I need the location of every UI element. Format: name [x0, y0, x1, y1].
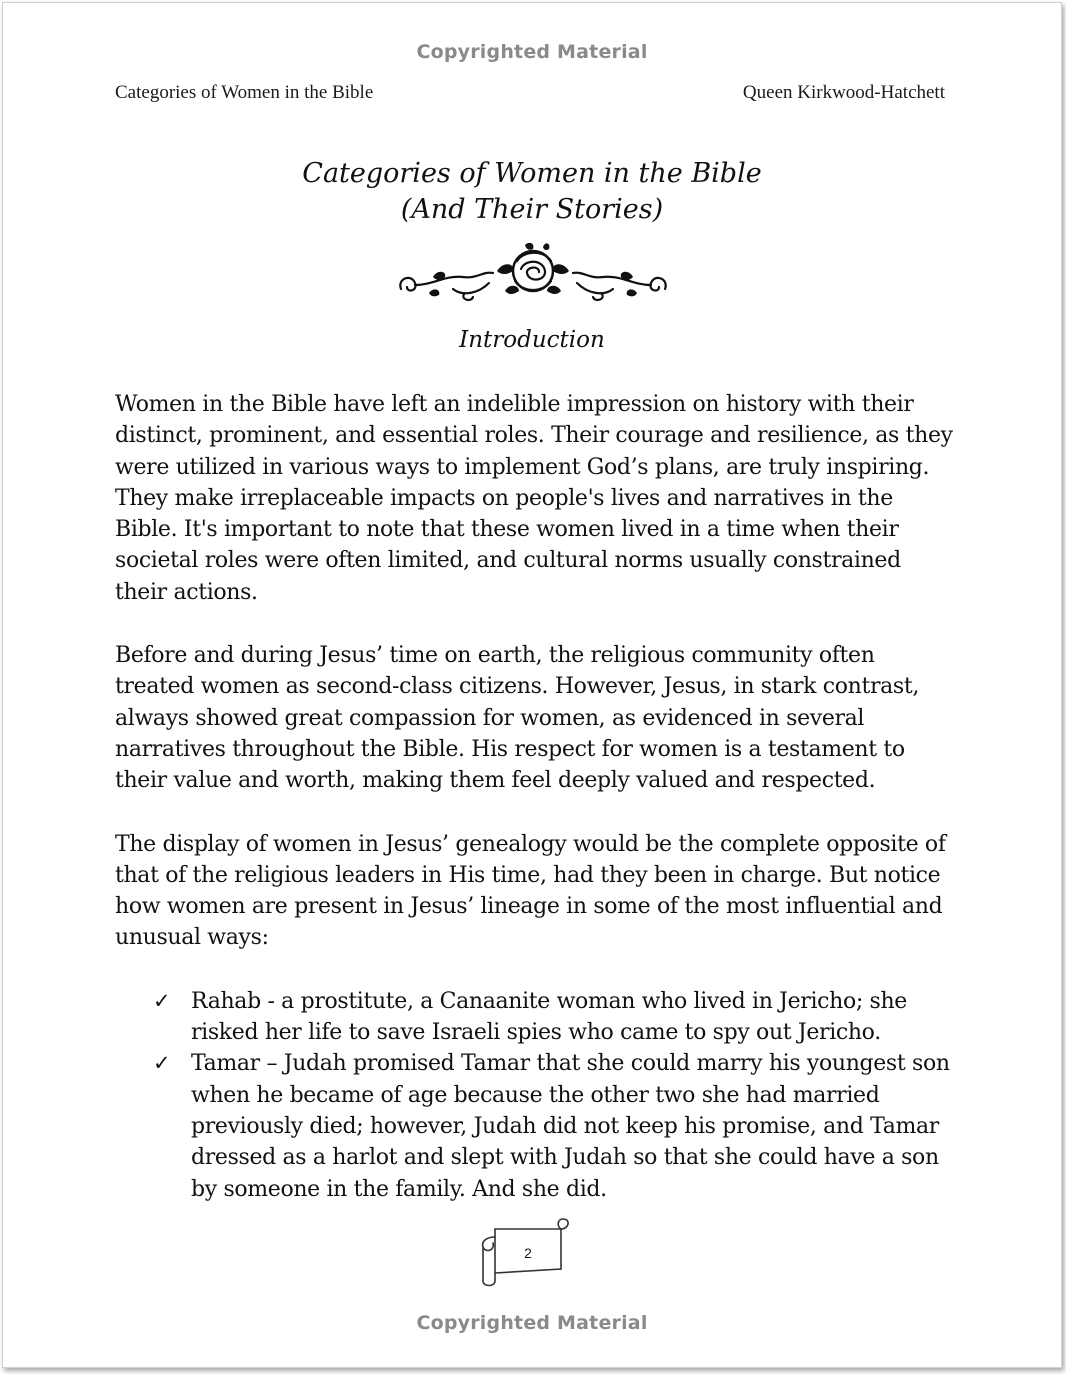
paragraph: Before and during Jesus’ time on earth, the religious community often treated women as second-class citizens. However, Jesus, in stark contrast, always showed great compassion for women, as evidenced in several narratives throughout the Bible. His respect for women is a testament to their value and worth, making them feel deeply valued and respected. — [115, 643, 919, 794]
paragraph: The display of women in Jesus’ genealogy would be the complete opposite of that of the religious leaders in His time, had they been in charge. But notice how women are present in Jesus’ lineage in some of the most influential and unusual ways: — [115, 831, 946, 951]
watermark-bottom: Copyrighted Material — [416, 1312, 648, 1334]
paragraph: Women in the Bible have left an indelible impression on history with their distinct, prominent, and essential roles. Their courage and resilience, as they were utilized in various ways to implement God’s plans, are truly inspiring. They make irreplaceable impacts on people's lives and narratives in the Bible. It's important to note that these women lived in a time when their societal roles were often limited, and cultural norms usually constrained their actions. — [115, 392, 953, 605]
watermark-top: Copyrighted Material — [416, 41, 648, 63]
running-header-author: Queen Kirkwood-Hatchett — [742, 82, 945, 103]
section-heading: Introduction — [459, 327, 605, 353]
list-item — [115, 986, 955, 1049]
checkmark-icon: ✓ — [153, 1051, 171, 1076]
book-page — [2, 2, 1062, 1368]
chapter-title-line2: (And Their Stories) — [400, 194, 664, 225]
rose-flourish-icon — [393, 241, 673, 311]
list-item-text: Tamar – Judah promised Tamar that she could marry his youngest son when he became of age because the other two she had married previously died; however, Judah did not keep his promise, and Tamar dressed as a harlot and slept with Judah so that she could have a son by someone in the family. And she did. — [191, 1051, 950, 1202]
page-number: 2 — [524, 1245, 532, 1261]
list-item-text: Rahab - a prostitute, a Canaanite woman who lived in Jericho; she risked her life to save Israeli spies who came to spy out Jericho. — [191, 988, 907, 1046]
bullet-list — [115, 986, 955, 1205]
chapter-title-line1: Categories of Women in the Bible — [302, 158, 762, 189]
list-item — [115, 1048, 955, 1204]
running-header-title: Categories of Women in the Bible — [115, 82, 374, 103]
body-text — [115, 389, 955, 1205]
chapter-title — [3, 156, 1061, 228]
checkmark-icon: ✓ — [153, 988, 171, 1013]
